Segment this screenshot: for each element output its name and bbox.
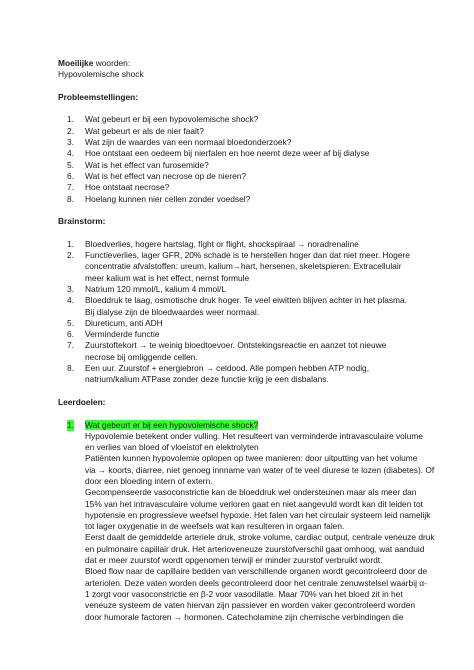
item-text: Wat zijn de waardes van een normaal bloedonderzoek? (85, 137, 292, 148)
item-number: 2. (67, 250, 74, 261)
item-number: 7. (67, 182, 74, 193)
text-segment: Bloed flow naar de capillaire bedden van verschillende organen wordt gecontroleerd door de (85, 566, 428, 577)
item-number: 6. (67, 329, 74, 340)
list-item (58, 194, 420, 205)
text-segment: Patiënten kunnen hypovolemie oplopen op twee manieren: door uitputting van het volume (85, 453, 418, 464)
text-segment: noradrenaline (305, 238, 359, 249)
leerdoelen-heading: Leerdoelen: (58, 396, 106, 407)
item-line (85, 239, 420, 250)
item-number: 6. (67, 170, 74, 181)
item-line (85, 250, 420, 261)
item-line (85, 307, 420, 318)
item-number: 3. (67, 283, 74, 294)
list-item (58, 329, 420, 340)
text-segment: hormonen. Catecholamine zijn chemische verbindingen die (181, 611, 404, 622)
list-item (58, 137, 420, 148)
item-number: 7. (67, 340, 74, 351)
item-text: Hoe ontstaat necrose? (85, 182, 170, 193)
body-line (85, 589, 420, 600)
body-line (85, 521, 420, 532)
leerdoel-highlighted-text: Wat gebeurt er bij een hypovolemische shock? (85, 419, 259, 430)
item-line (85, 261, 420, 272)
body-line (85, 498, 423, 510)
arrow-icon: → (205, 364, 214, 374)
arrow-icon: → (297, 239, 306, 249)
text-segment: door humorale factoren (85, 611, 174, 622)
text-segment: veneuze systeem de vaten hiervan zijn passiever en worden vaker gecontroleerd worden (85, 600, 416, 611)
text-segment: natrium/kalium ATPase zonder deze functie krijg je een disbalans. (85, 374, 329, 385)
text-segment: tot lager oxygenatie in de weefsels wat kan resulteren in orgaan falen. (85, 521, 345, 532)
title-bold: Moeilijke (58, 58, 94, 68)
item-line (85, 329, 420, 340)
body-line (85, 532, 435, 543)
item-number: 4. (67, 295, 74, 306)
item-number: 1. (67, 114, 74, 125)
item-line (85, 284, 420, 295)
item-text: Wat gebeurt er als de nier faalt? (85, 125, 204, 136)
text-segment: via (85, 464, 99, 475)
item-text: Wat is het effect van furosemide? (85, 159, 209, 170)
leerdoel-number: 1. (67, 419, 74, 430)
item-text: Wat is het effect van necrose op de nieren? (85, 170, 247, 181)
text-segment: Natrium 120 mmol/L, kalium 4 mmol/L (85, 283, 227, 294)
list-item (58, 126, 420, 137)
arrow-icon: → (232, 262, 241, 272)
text-segment: necrose bij omliggende cellen. (85, 351, 198, 362)
body-line (85, 476, 420, 487)
list-item (58, 363, 420, 386)
text-segment: concentratie afvalstoffen: ureum, kalium (85, 261, 233, 272)
arrow-icon: → (98, 465, 107, 475)
item-text: Wat gebeurt er bij een hypovolemische shock? (85, 114, 259, 125)
body-line (85, 464, 435, 476)
item-line (85, 318, 420, 329)
list-item (58, 239, 420, 250)
list-item (58, 340, 420, 363)
list-item (58, 171, 420, 182)
brainstorm-list (58, 239, 420, 386)
list-item (58, 250, 420, 284)
leerdoel-body (85, 430, 435, 623)
arrow-icon: → (139, 341, 147, 351)
body-line (85, 487, 420, 498)
text-segment: celdood. Alle pompen hebben ATP nodig, (213, 363, 370, 374)
list-item (58, 182, 420, 193)
item-line (85, 363, 420, 374)
body-line (85, 430, 423, 442)
item-text: Hoelang kunnen nier cellen zonder voedsel? (85, 193, 251, 204)
title-rest: woorden: (93, 58, 131, 68)
body-line (85, 453, 420, 464)
list-item (58, 148, 420, 159)
text-segment: hart, hersenen, skeletspieren. Extracellulair (240, 261, 402, 272)
text-segment: en verlies van bloed of vloeistof en elektrolyten (85, 442, 259, 453)
list-item (58, 114, 420, 125)
body-line (85, 555, 420, 566)
list-item (58, 284, 420, 295)
text-segment: en pulmonaire capillair druk. Het arterioveneuze zuurstofverschil gaat omhoog, wat aanduid (85, 543, 425, 554)
item-number: 2. (67, 125, 74, 136)
text-segment: arteriolen. Deze vaten worden deels gecontroleerd door het centrale zenuwstelsel waarbij α- (85, 577, 427, 588)
text-segment: te weinig bloedtoevoer. Ontstekingsreactie en aanzet tot nieuwe (147, 340, 387, 351)
text-segment: meer kalium wat is het effect, nernst formule (85, 272, 250, 283)
list-item (58, 160, 420, 171)
subtitle: Hypovolemische shock (58, 69, 144, 80)
item-number: 8. (67, 193, 74, 204)
item-number: 8. (67, 363, 74, 374)
title-line (58, 58, 420, 69)
item-line (85, 374, 420, 385)
body-line (85, 612, 420, 623)
document-content (58, 58, 435, 623)
list-item (58, 318, 420, 329)
text-segment: Zuurstoftekort (85, 340, 139, 351)
body-line (85, 600, 420, 611)
body-line (85, 442, 420, 453)
text-segment: Diureticum, anti ADH (85, 317, 163, 328)
list-item (58, 295, 420, 318)
text-segment: 15% van het intravasculaire volume verloren gaat en niet aangevuld wordt kan dit leiden tot (85, 498, 423, 509)
body-line (85, 566, 428, 577)
item-number: 4. (67, 148, 74, 159)
item-number: 5. (67, 317, 74, 328)
item-line (85, 352, 420, 363)
body-line (85, 577, 427, 589)
text-segment: Verminderde functie (85, 329, 160, 340)
probleemstellingen-list (58, 114, 420, 204)
text-segment: Hypovolemie betekent onder vulling. Het resulteert van verminderde intravasculaire volume (85, 430, 423, 441)
brainstorm-heading: Brainstorm: (58, 216, 106, 227)
body-line (85, 543, 425, 555)
item-text: Hoe ontstaat een oedeem bij nierfalen en hoe neemt deze weer af bij dialyse (85, 148, 370, 159)
item-number: 5. (67, 159, 74, 170)
text-segment: door een bloeding intern of extern. (85, 475, 213, 486)
leerdoel-item (58, 419, 435, 623)
item-number: 1. (67, 238, 74, 249)
text-segment: Bloedverlies, hogere hartslag, fight or flight, shockspiraal (85, 238, 298, 249)
item-line (85, 273, 420, 284)
text-segment: 1 zorgt voor vasoconstrictie en β-2 voor vasodilatie. Maar 70% van het bloed zit in het (85, 588, 403, 599)
text-segment: hypotensie en progressieve weefsel hypoxie. Het falen van het circulair systeem leid namelijk (85, 509, 431, 520)
item-line (85, 340, 420, 351)
probleemstellingen-heading: Probleemstellingen: (58, 91, 139, 102)
body-line (85, 509, 431, 521)
arrow-icon: → (173, 612, 182, 622)
text-segment: Een uur. Zuurstof + energiebron (85, 363, 206, 374)
text-segment: Bij dialyse zijn de bloedwaardes weer normaal. (85, 306, 260, 317)
text-segment: koorts, diarree, niet genoeg innname van water of te veel diurese te lozen (diabetes). Of (106, 464, 435, 475)
text-segment: Gecompenseerde vasoconstrictie kan de bloeddruk wel ondersteunen maar als meer dan (85, 487, 417, 498)
text-segment: Functieverlies, lager GFR, 20% schade is te herstellen hoger dan dat niet meer. Hogere (85, 250, 410, 261)
text-segment: Bloeddruk te laag, osmotische druk hoger. Te veel eiwitten blijven achter in het plasma. (85, 295, 407, 306)
item-line (85, 295, 420, 306)
item-number: 3. (67, 137, 74, 148)
text-segment: Eerst daalt de gemiddelde arteriele druk, stroke volume, cardiac output, centrale veneuze druk (85, 532, 435, 543)
text-segment: dat er meer zuurstof wordt opgenomen terwijl er minder zuurstof verbruikt wordt. (85, 555, 383, 566)
